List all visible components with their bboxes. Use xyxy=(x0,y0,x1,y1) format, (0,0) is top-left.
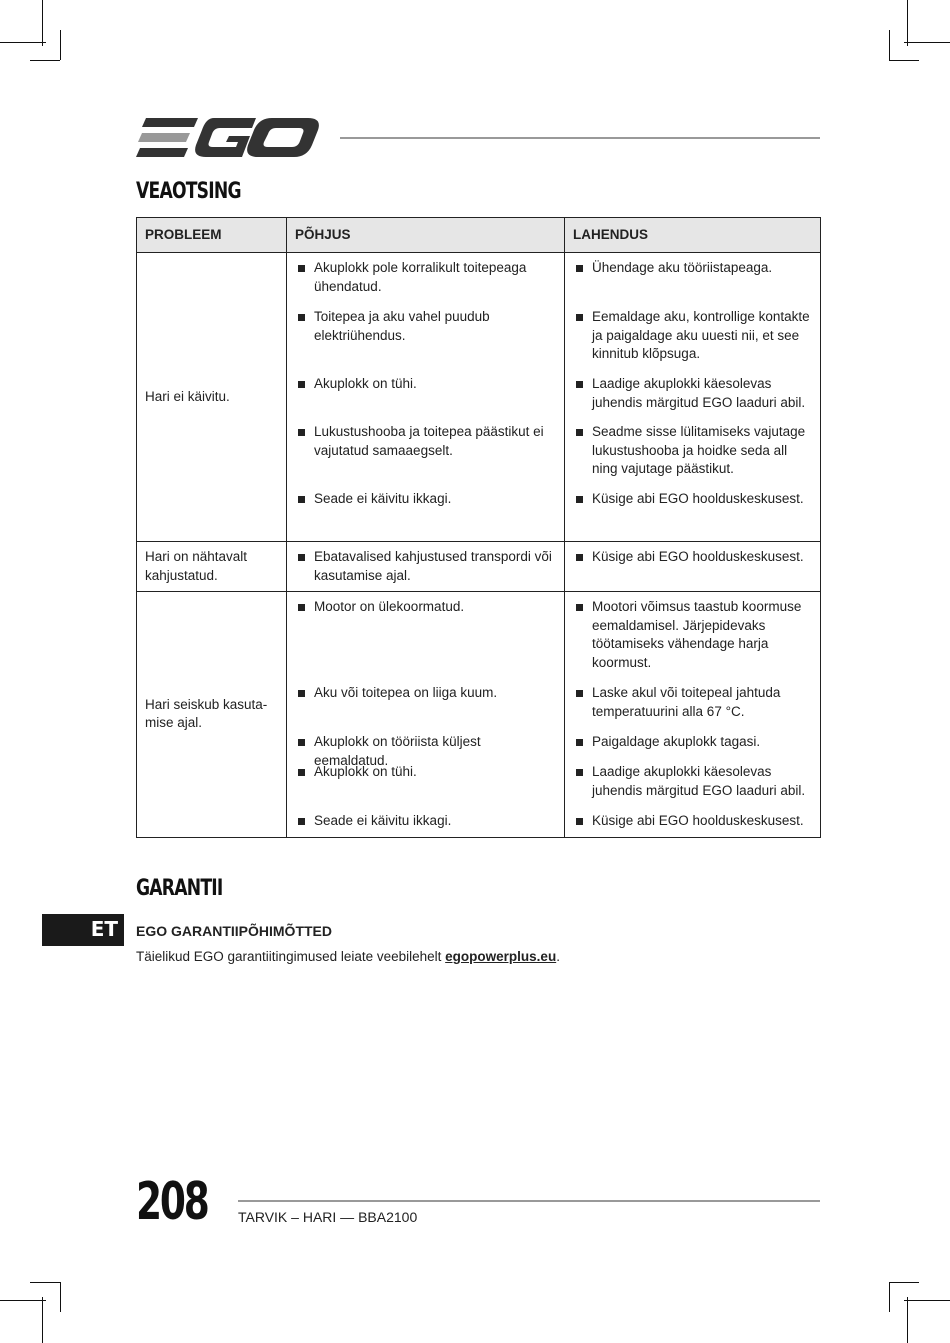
crop-mark xyxy=(889,1282,890,1312)
crop-mark xyxy=(907,0,908,46)
bullet-icon xyxy=(298,265,305,272)
header-rule xyxy=(340,137,820,139)
cause-text: Akuplokk on tööriista küljest eemaldatud. xyxy=(314,734,481,768)
page-number: 208 xyxy=(136,1172,208,1232)
solution-item xyxy=(573,259,812,308)
crop-mark xyxy=(30,1282,60,1283)
cause-item xyxy=(295,733,556,768)
cause-text: Akuplokk pole korralikult toitepeaga ühendatud. xyxy=(314,260,527,294)
table-row xyxy=(137,592,821,838)
column-header-cause: PÕHJUS xyxy=(287,218,565,253)
solution-cell xyxy=(565,542,821,592)
cause-text: Mootor on ülekoormatud. xyxy=(314,599,465,614)
bullet-icon xyxy=(298,429,305,436)
solution-text: Laske akul või toitepeal jahtuda temperatuurini alla 67 °C. xyxy=(592,685,781,719)
cause-text: Akuplokk on tühi. xyxy=(314,376,417,391)
bullet-icon xyxy=(298,739,305,746)
bullet-icon xyxy=(576,496,583,503)
solution-item xyxy=(573,598,812,684)
problem-cell: Hari ei käivitu. xyxy=(137,253,287,542)
footer-rule xyxy=(238,1200,820,1202)
problem-cell: Hari on nähtavalt kahjustatud. xyxy=(137,542,287,592)
solution-text: Seadme sisse lülitamiseks vajutage lukustushooba ja hoidke seda all ning vajutage päästikut. xyxy=(592,424,806,476)
cause-item xyxy=(295,423,556,490)
solution-text: Eemaldage aku, kontrollige kontakte ja paigaldage aku uuesti nii, et see kinnitub klõpsuga. xyxy=(592,309,810,361)
warranty-text: Täielikud EGO garantiitingimused leiate veebilehelt xyxy=(136,949,446,964)
cause-text: Lukustushooba ja toitepea päästikut ei vajutatud samaaegselt. xyxy=(314,424,544,458)
cause-text: Seade ei käivitu ikkagi. xyxy=(314,491,452,506)
bullet-icon xyxy=(576,314,583,321)
solution-text: Küsige abi EGO hoolduskeskusest. xyxy=(592,549,804,564)
table-row xyxy=(137,542,821,592)
cause-item xyxy=(295,684,556,733)
solution-item xyxy=(573,684,812,733)
table-header-row xyxy=(137,218,821,253)
bullet-icon xyxy=(298,690,305,697)
solution-text: Küsige abi EGO hoolduskeskusest. xyxy=(592,491,804,506)
bullet-icon xyxy=(576,690,583,697)
solution-item xyxy=(573,763,812,812)
solution-text: Paigaldage akuplokk tagasi. xyxy=(592,734,761,749)
crop-mark xyxy=(42,0,43,46)
cause-item xyxy=(295,490,556,509)
solution-item xyxy=(573,423,812,490)
bullet-icon xyxy=(298,554,305,561)
table-row xyxy=(137,253,821,542)
problem-cell: Hari seiskub kasuta-mise ajal. xyxy=(137,592,287,838)
troubleshooting-heading: VEAOTSING xyxy=(136,179,241,204)
bullet-icon xyxy=(576,381,583,388)
solution-cell xyxy=(565,253,821,542)
ego-logo xyxy=(136,116,322,160)
column-header-solution: LAHENDUS xyxy=(565,218,821,253)
crop-mark xyxy=(889,30,890,60)
column-header-problem: PROBLEEM xyxy=(137,218,287,253)
bullet-icon xyxy=(576,604,583,611)
cause-item xyxy=(295,259,556,308)
cause-item xyxy=(295,598,556,684)
warranty-heading: GARANTII xyxy=(136,876,223,901)
solution-item xyxy=(573,375,812,423)
bullet-icon xyxy=(298,381,305,388)
warranty-paragraph xyxy=(136,949,560,964)
solution-text: Laadige akuplokki käesolevas juhendis märgitud EGO laaduri abil. xyxy=(592,376,806,410)
bullet-icon xyxy=(298,769,305,776)
solution-text: Küsige abi EGO hoolduskeskusest. xyxy=(592,813,804,828)
crop-mark xyxy=(0,1300,46,1301)
solution-item xyxy=(573,812,812,831)
solution-text: Mootori võimsus taastub koormuse eemaldamisel. Järjepidevaks töötamiseks vähendage harja koormust. xyxy=(592,599,802,670)
crop-mark xyxy=(904,42,950,43)
language-tab-label: ET xyxy=(90,917,118,941)
bullet-icon xyxy=(576,818,583,825)
cause-item xyxy=(295,763,556,812)
crop-mark xyxy=(42,1297,43,1343)
cause-cell xyxy=(287,253,565,542)
crop-mark xyxy=(889,1282,919,1283)
bullet-icon xyxy=(298,818,305,825)
solution-text: Ühendage aku tööriistapeaga. xyxy=(592,260,773,275)
crop-mark xyxy=(60,1282,61,1312)
solution-item xyxy=(573,548,812,567)
cause-cell xyxy=(287,592,565,838)
bullet-icon xyxy=(576,265,583,272)
cause-text: Akuplokk on tühi. xyxy=(314,764,417,779)
crop-mark xyxy=(0,42,46,43)
crop-mark xyxy=(904,1300,950,1301)
solution-item xyxy=(573,490,812,509)
bullet-icon xyxy=(298,604,305,611)
crop-mark xyxy=(30,60,60,61)
cause-text: Toitepea ja aku vahel puudub elektriühendus. xyxy=(314,309,490,343)
bullet-icon xyxy=(576,554,583,561)
crop-mark xyxy=(889,60,919,61)
cause-item xyxy=(295,548,556,585)
cause-text: Seade ei käivitu ikkagi. xyxy=(314,813,452,828)
solution-text: Laadige akuplokki käesolevas juhendis märgitud EGO laaduri abil. xyxy=(592,764,806,798)
warranty-subheading: EGO GARANTIIPÕHIMÕTTED xyxy=(136,923,332,939)
troubleshooting-table xyxy=(136,217,821,838)
cause-item xyxy=(295,375,556,423)
cause-item xyxy=(295,812,556,831)
solution-item xyxy=(573,308,812,375)
language-tab xyxy=(42,914,124,946)
cause-cell xyxy=(287,542,565,592)
cause-text: Ebatavalised kahjustused transpordi või kasutamise ajal. xyxy=(314,549,552,583)
footer-text: TARVIK – HARI — BBA2100 xyxy=(238,1209,418,1225)
cause-text: Aku või toitepea on liiga kuum. xyxy=(314,685,498,700)
crop-mark xyxy=(60,30,61,60)
bullet-icon xyxy=(576,769,583,776)
bullet-icon xyxy=(298,314,305,321)
cause-item xyxy=(295,308,556,375)
bullet-icon xyxy=(576,739,583,746)
bullet-icon xyxy=(298,496,305,503)
warranty-link[interactable]: egopowerplus.eu xyxy=(445,949,557,964)
solution-item xyxy=(573,733,812,763)
crop-mark xyxy=(907,1297,908,1343)
solution-cell xyxy=(565,592,821,838)
warranty-text-end: . xyxy=(556,949,560,964)
bullet-icon xyxy=(576,429,583,436)
